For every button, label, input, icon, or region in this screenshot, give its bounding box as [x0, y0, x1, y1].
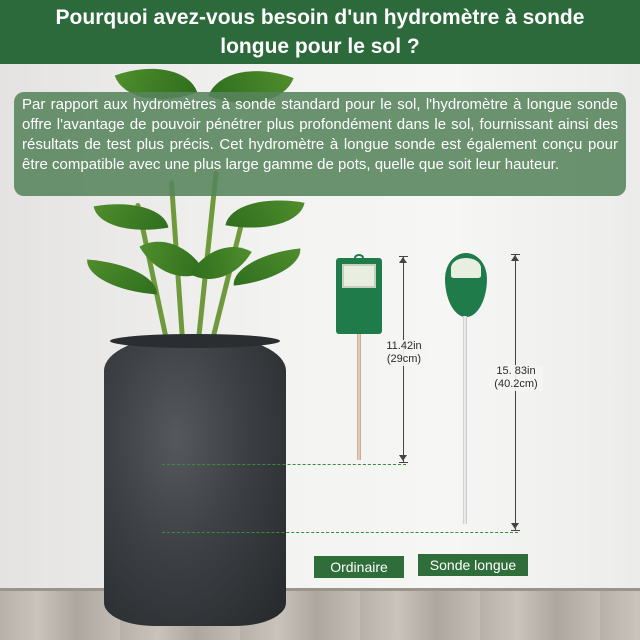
long-dimension-line	[515, 254, 516, 530]
plant-leaf	[190, 231, 251, 295]
title-line-2: longue pour le sol ?	[220, 35, 420, 58]
long-depth-line	[162, 532, 518, 533]
long-probe	[463, 316, 467, 524]
dimension-arrow-down	[511, 523, 519, 529]
standard-depth-line	[162, 464, 406, 465]
dimension-arrow-up	[511, 255, 519, 261]
dimension-tick	[399, 462, 408, 463]
dimension-tick	[511, 530, 520, 531]
standard-meter-dial	[342, 264, 376, 288]
description-box	[14, 92, 626, 196]
label-long-probe: Sonde longue	[418, 554, 528, 576]
plant-pot-rim	[110, 334, 280, 348]
dimension-arrow-up	[399, 257, 407, 263]
dimension-arrow-down	[399, 455, 407, 461]
long-meter-dial	[451, 258, 481, 278]
label-standard: Ordinaire	[314, 556, 404, 578]
description-text: Par rapport aux hydromètres à sonde standard pour le sol, l'hydromètre à longue sonde offre l'avantage de pouvoir pénétrer plus profondément dans le sol, fournissant ainsi des résultats de test plus précis. Cet hydromètre à longue sonde est également conçu pour être compatible avec une plus large gamme de pots, quelle que soit leur hauteur.	[22, 96, 618, 173]
standard-length-in: 11.42in	[386, 340, 422, 352]
standard-length-cm: (29cm)	[386, 353, 422, 365]
floor-edge	[0, 588, 640, 591]
long-length-cm: (40.2cm)	[494, 378, 538, 390]
plant-leaf	[94, 194, 169, 240]
long-length-label	[489, 365, 543, 391]
standard-probe	[357, 334, 361, 460]
plant-pot	[104, 336, 286, 626]
wooden-floor	[0, 588, 640, 640]
standard-length-label	[381, 340, 427, 366]
title-line-1: Pourquoi avez-vous besoin d'un hydromètre à sonde	[55, 6, 585, 29]
long-length-in: 15. 83in	[496, 365, 536, 377]
title-banner	[0, 0, 640, 64]
